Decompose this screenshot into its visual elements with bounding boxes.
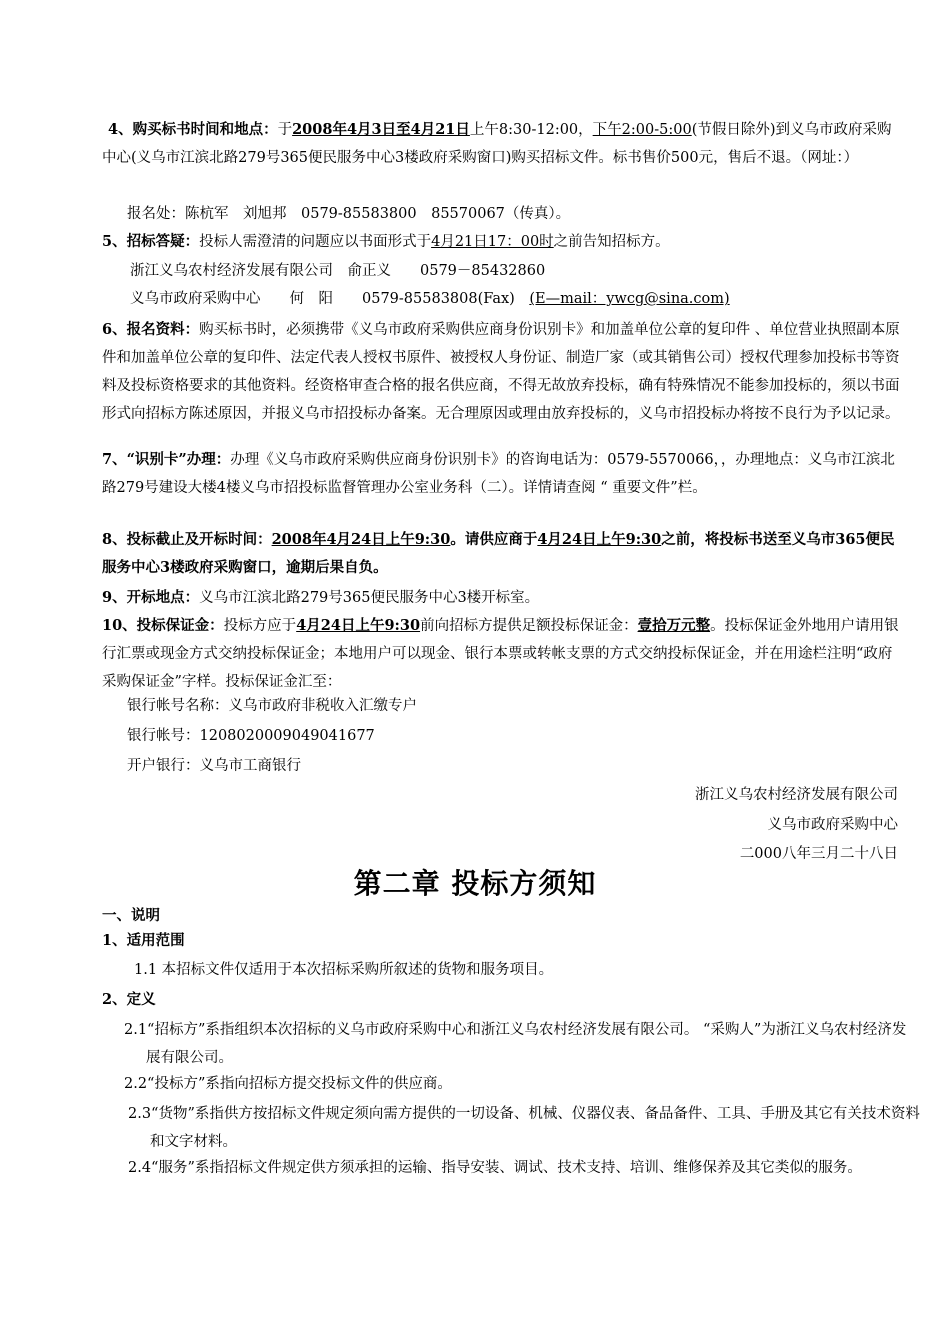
section-6-label: 6、报名资料： [102,321,200,338]
section-4-label: 4、购买标书时间和地点： [108,121,278,138]
section-5-label: 5、招标答疑： [102,233,200,250]
section-4: 4、购买标书时间和地点：于2008年4月3日至4月21日上午8:30-12:00，下午2:00-5:00(节假日除外)到义乌市政府采购中心(义乌市江滨北路279号365便民服务中心3楼政府采购窗口)购买招标文件。标书售价500元，售后不退。（网址：） [102,121,892,166]
signature-org-2: 义乌市政府采购中心 [767,817,898,833]
clause-2-2: 2.2“投标方”系指向招标方提交投标文件的供应商。 [124,1076,452,1092]
qa-contact-2: 义乌市政府采购中心 何 阳 0579-85583808(Fax) (E—mail：ywcg@sina.com) [130,291,730,307]
section-6: 6、报名资料：购买标书时，必须携带《义乌市政府采购供应商身份识别卡》和加盖单位公章的复印件 、单位营业执照副本原件和加盖单位公章的复印件、法定代表人授权书原件、被授权人身份证、制造厂家（或其销售公司）授权代理参加投标书等资料及投标资格要求的其他资料。经资格审查合格的报名供应商，不得无故放弃投标，确有特殊情况不能参加投标的，须以书面形式向招标方陈述原因，并报义乌市招投标办备案。无合理原因或理由放弃投标的，义乌市招投标办将按不良行为予以记录。 [102,321,900,422]
clause-2-4: 2.4“服务”系指招标文件规定供方须承担的运输、指导安装、调试、技术支持、培训、维修保养及其它类似的服务。 [128,1160,862,1176]
qa-deadline: 4月21日17：00时 [431,234,554,250]
bank-account-name: 银行帐号名称：义乌市政府非税收入汇缴专户 [127,698,417,714]
section-9-label: 9、开标地点： [102,589,200,606]
section-10-label: 10、投标保证金： [102,617,224,634]
purchase-time-pm: 下午2:00-5:00 [592,122,692,138]
clause-2-3: 2.3“货物”系指供方按招标文件规定须向需方提供的一切设备、机械、仪器仪表、备品备件、工具、手册及其它有关技术资料和文字材料。 [128,1106,920,1150]
heading-explanation: 一、说明 [102,907,160,924]
bid-deadline-2: 4月24日上午9:30 [537,531,662,548]
heading-definitions: 2、定义 [102,991,156,1008]
section-10: 10、投标保证金：投标方应于4月24日上午9:30前向招标方提供足额投标保证金：壹拾万元整。投标保证金外地用户请用银行汇票或现金方式交纳投标保证金；本地用户可以现金、银行本票或转帐支票的方式交纳投标保证金，并在用途栏注明“政府采购保证金”字样。投标保证金汇至： [102,617,899,690]
bank-account-number: 银行帐号：1208020009049041677 [127,728,375,744]
bid-deadline: 2008年4月24日上午9:30 [271,531,451,548]
section-7: 7、“识别卡”办理：办理《义乌市政府采购供应商身份识别卡》的咨询电话为：0579-5570066，，办理地点：义乌市江滨北路279号建设大楼4楼义乌市招投标监督管理办公室业务科（二）。详情请查阅 “ 重要文件”栏。 [102,451,895,496]
contact-email: (E—mail：ywcg@sina.com) [529,291,730,307]
signature-org-1: 浙江义乌农村经济发展有限公司 [695,787,898,803]
chapter-title: 第二章 投标方须知 [353,867,597,900]
purchase-date-range: 2008年4月3日至4月21日 [292,121,470,138]
signature-date: 二000八年三月二十八日 [739,846,898,862]
deposit-deadline: 4月24日上午9:30 [296,617,421,634]
section-8-label: 8、投标截止及开标时间： [102,531,272,548]
section-9: 9、开标地点：义乌市江滨北路279号365便民服务中心3楼开标室。 [102,589,540,606]
clause-1-1: 1.1 本招标文件仅适用于本次招标采购所叙述的货物和服务项目。 [134,962,554,978]
clause-2-1: 2.1“招标方”系指组织本次招标的义乌市政府采购中心和浙江义乌农村经济发展有限公司。 “采购人”为浙江义乌农村经济发展有限公司。 [124,1022,907,1066]
deposit-amount: 壹拾万元整 [637,617,711,634]
heading-scope: 1、适用范围 [102,932,185,949]
section-8: 8、投标截止及开标时间：2008年4月24日上午9:30。请供应商于4月24日上午9:30之前，将投标书送至义乌市365便民服务中心3楼政府采购窗口，逾期后果自负。 [102,531,895,576]
section-7-label: 7、“识别卡”办理： [102,451,231,468]
bank-name: 开户银行：义乌市工商银行 [127,758,301,774]
registration-contact: 报名处：陈杭军 刘旭邦 0579-85583800 85570067（传真）。 [127,206,571,222]
qa-contact-1: 浙江义乌农村经济发展有限公司 俞正义 0579－85432860 [130,263,546,279]
section-5: 5、招标答疑：投标人需澄清的问题应以书面形式于4月21日17：00时之前告知招标方。 [102,233,670,250]
